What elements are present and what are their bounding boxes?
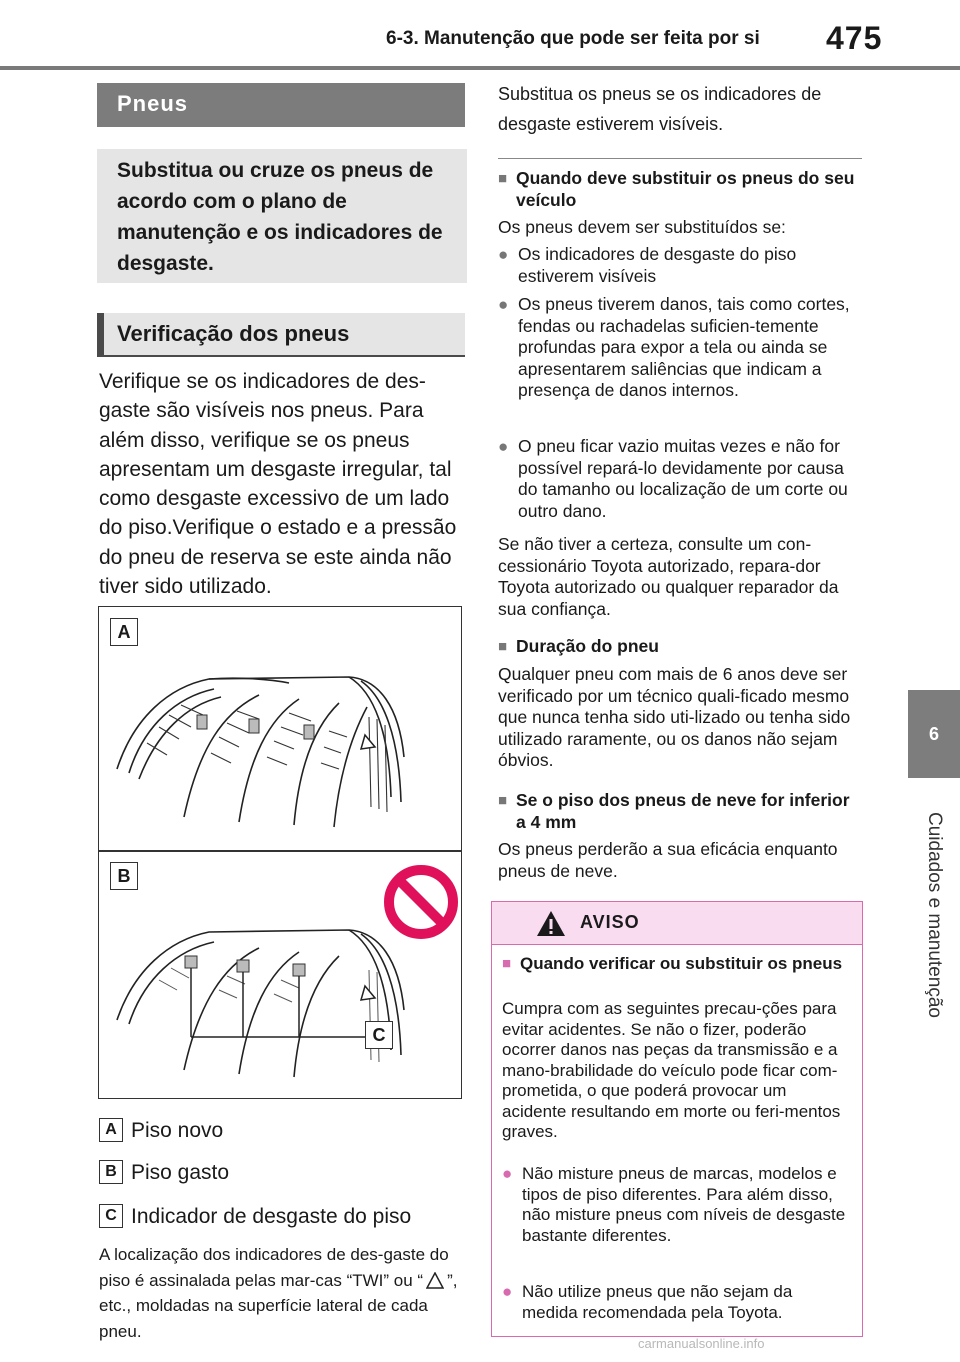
replace-bullet-1: ● Os indicadores de desgaste do piso estiverem visíveis xyxy=(498,244,862,287)
intro-paragraph: Verifique se os indicadores de des-gaste são visíveis nos pneus. Para além disso, verifique se os pneus apresentam um desgaste irregular, tal como desgaste excessivo de um lado do piso.Verifique o estado e a pressão do pneu de reserva se este ainda não tiver sido utilizado. xyxy=(99,370,457,599)
legend-item-b xyxy=(99,1160,469,1190)
chapter-title-label: Cuidados e manutenção xyxy=(924,812,946,1018)
warning-bullet-2: ● Não utilize pneus que não sejam da medida recomendada pela Toyota. xyxy=(502,1282,852,1323)
legend-item-c xyxy=(99,1204,469,1234)
header-rule xyxy=(0,66,960,70)
chapter-number-tab[interactable]: 6 xyxy=(908,690,960,778)
legend-key-c: C xyxy=(99,1204,123,1228)
worn-tread-tire-illustration xyxy=(99,852,461,1092)
summary-box: Substitua ou cruze os pneus de acordo com o plano de manutenção e os indicadores de desgaste. xyxy=(97,149,467,283)
warning-bullet-1: ● Não misture pneus de marcas, modelos e tipos de piso diferentes. Para além disso, não misture pneus com níveis de desgaste bastante diferentes. xyxy=(502,1164,852,1246)
page-number: 475 xyxy=(826,20,883,56)
tire-wear-figure xyxy=(98,606,462,1099)
replace-closing: Se não tiver a certeza, consulte um con-cessionário Toyota autorizado, repara-dor Toyota autorizado ou qualquer reparador da sua confiança. xyxy=(498,534,839,619)
warning-triangle-icon xyxy=(536,910,566,937)
prohibited-icon xyxy=(389,870,453,934)
snow-tires-text: Os pneus perderão a sua eficácia enquanto pneus de neve. xyxy=(498,839,838,881)
new-tread-tire-illustration xyxy=(99,607,461,847)
chapter-title-tab[interactable] xyxy=(916,780,952,1050)
replace-bullet-3: ● O pneu ficar vazio muitas vezes e não for possível repará-lo devidamente por causa do tamanho ou localização de um corte ou outro dano. xyxy=(498,436,862,522)
warning-label: AVISO xyxy=(580,912,640,932)
legend-key-a: A xyxy=(99,1118,123,1142)
replace-intro: Substitua os pneus se os indicadores de desgaste estiverem visíveis. xyxy=(498,84,822,134)
watermark: carmanualsonline.info xyxy=(638,1336,765,1351)
right-column-rule xyxy=(498,158,862,159)
tire-life-text: Qualquer pneu com mais de 6 anos deve ser verificado por um técnico quali-ficado mesmo que nunca tenha sido uti-lizado ou tenha sido utilizado raramente, ou os danos não sejam óbvios. xyxy=(498,664,851,771)
legend-key-b: B xyxy=(99,1160,123,1184)
warning-header xyxy=(492,902,862,945)
subheading-tire-check: Verificação dos pneus xyxy=(97,313,465,357)
section-bar-tires: Pneus xyxy=(97,83,465,127)
replace-bullet-2: ● Os pneus tiverem danos, tais como cortes, fendas ou rachadelas suficien-temente profundas para expor a tela ou ainda se apresentarem saliências que indicam a presença de danos internos. xyxy=(498,294,862,402)
figure-label-a: A xyxy=(110,618,138,646)
note-text-end: ”, etc., moldadas na superfície lateral de cada pneu. xyxy=(99,1270,458,1341)
heading-tire-life: ■ Duração do pneu xyxy=(498,636,862,658)
warning-text: Cumpra com as seguintes precau-ções para evitar acidentes. Se não o fizer, poderão ocorrer danos nas peças da transmissão e a mano-brabilidade do veículo pode ficar com-prometida, o que poderá provocar um acidente resultando em morte ou feri-mentos graves. xyxy=(502,999,841,1141)
legend-item-a xyxy=(99,1118,469,1148)
replace-lead: Os pneus devem ser substituídos se: xyxy=(498,217,786,237)
note-text-start: A localização dos indicadores de des-gaste do piso é assinalada pelas mar-cas “TWI” ou “ xyxy=(99,1245,449,1290)
warning-heading: ■ Quando verificar ou substituir os pneus xyxy=(502,954,852,975)
triangle-mark-icon xyxy=(426,1272,444,1289)
figure-label-b: B xyxy=(110,862,138,890)
section-title: 6-3. Manutenção que pode ser feita por si xyxy=(386,28,760,49)
heading-when-replace: ■ Quando deve substituir os pneus do seu veículo xyxy=(498,168,862,211)
legend-text-b: Piso gasto xyxy=(131,1161,230,1184)
figure-label-c: C xyxy=(365,1021,393,1049)
legend-text-c: Indicador de desgaste do piso xyxy=(131,1205,412,1228)
wear-indicator-note xyxy=(99,1242,469,1344)
heading-snow-tires: ■ Se o piso dos pneus de neve for inferior a 4 mm xyxy=(498,790,862,833)
warning-box xyxy=(491,901,863,1337)
legend-text-a: Piso novo xyxy=(131,1119,224,1142)
